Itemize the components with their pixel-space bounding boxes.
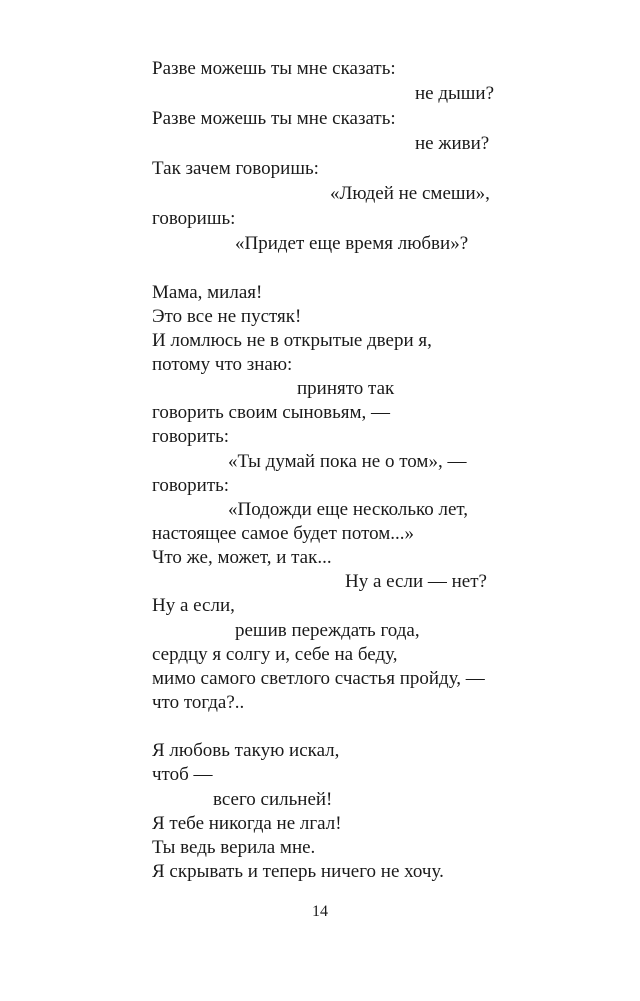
poem-line: Ты ведь верила мне.: [152, 837, 316, 858]
poem-line: мимо самого светлого счастья пройду, —: [152, 668, 485, 689]
poem-line: «Придет еще время любви»?: [235, 233, 469, 254]
poem-line: принято так: [297, 378, 395, 399]
poem-line: «Людей не смеши»,: [330, 183, 490, 204]
poem-line: решив переждать года,: [235, 620, 420, 641]
poem-line: сердцу я солгу и, себе на беду,: [152, 644, 398, 665]
poem-line: Я тебе никогда не лгал!: [152, 813, 342, 834]
poem-line: потому что знаю:: [152, 354, 293, 375]
poem-line: настоящее самое будет потом...»: [152, 523, 415, 544]
poem-line: Я любовь такую искал,: [152, 740, 340, 761]
poem-line: чтоб —: [152, 764, 213, 785]
poem-line: Ну а если,: [152, 595, 235, 616]
poem-line: «Ты думай пока не о том», —: [228, 451, 467, 472]
poem-line: всего сильней!: [213, 789, 333, 810]
poem-line: что тогда?..: [152, 692, 245, 713]
poem-line: Мама, милая!: [152, 282, 263, 303]
poem-line: говоришь:: [152, 208, 236, 229]
poem-line: Ну а если — нет?: [345, 571, 487, 592]
poem-line: говорить:: [152, 475, 230, 496]
poem-line: говорить своим сыновьям, —: [152, 402, 391, 423]
poem-line: не дыши?: [415, 83, 495, 104]
poem-line: И ломлюсь не в открытые двери я,: [152, 330, 432, 351]
poem-line: «Подожди еще несколько лет,: [228, 499, 469, 520]
poem-line: Я скрывать и теперь ничего не хочу.: [152, 861, 444, 882]
poem-line: Так зачем говоришь:: [152, 158, 319, 179]
page-number: 14: [312, 903, 328, 920]
poem-line: Разве можешь ты мне сказать:: [152, 108, 396, 129]
poem-line: Разве можешь ты мне сказать:: [152, 58, 396, 79]
poem-line: Это все не пустяк!: [152, 306, 302, 327]
poem-line: не живи?: [415, 133, 490, 154]
poem-line: Что же, может, и так...: [152, 547, 332, 568]
poem-line: говорить:: [152, 426, 230, 447]
